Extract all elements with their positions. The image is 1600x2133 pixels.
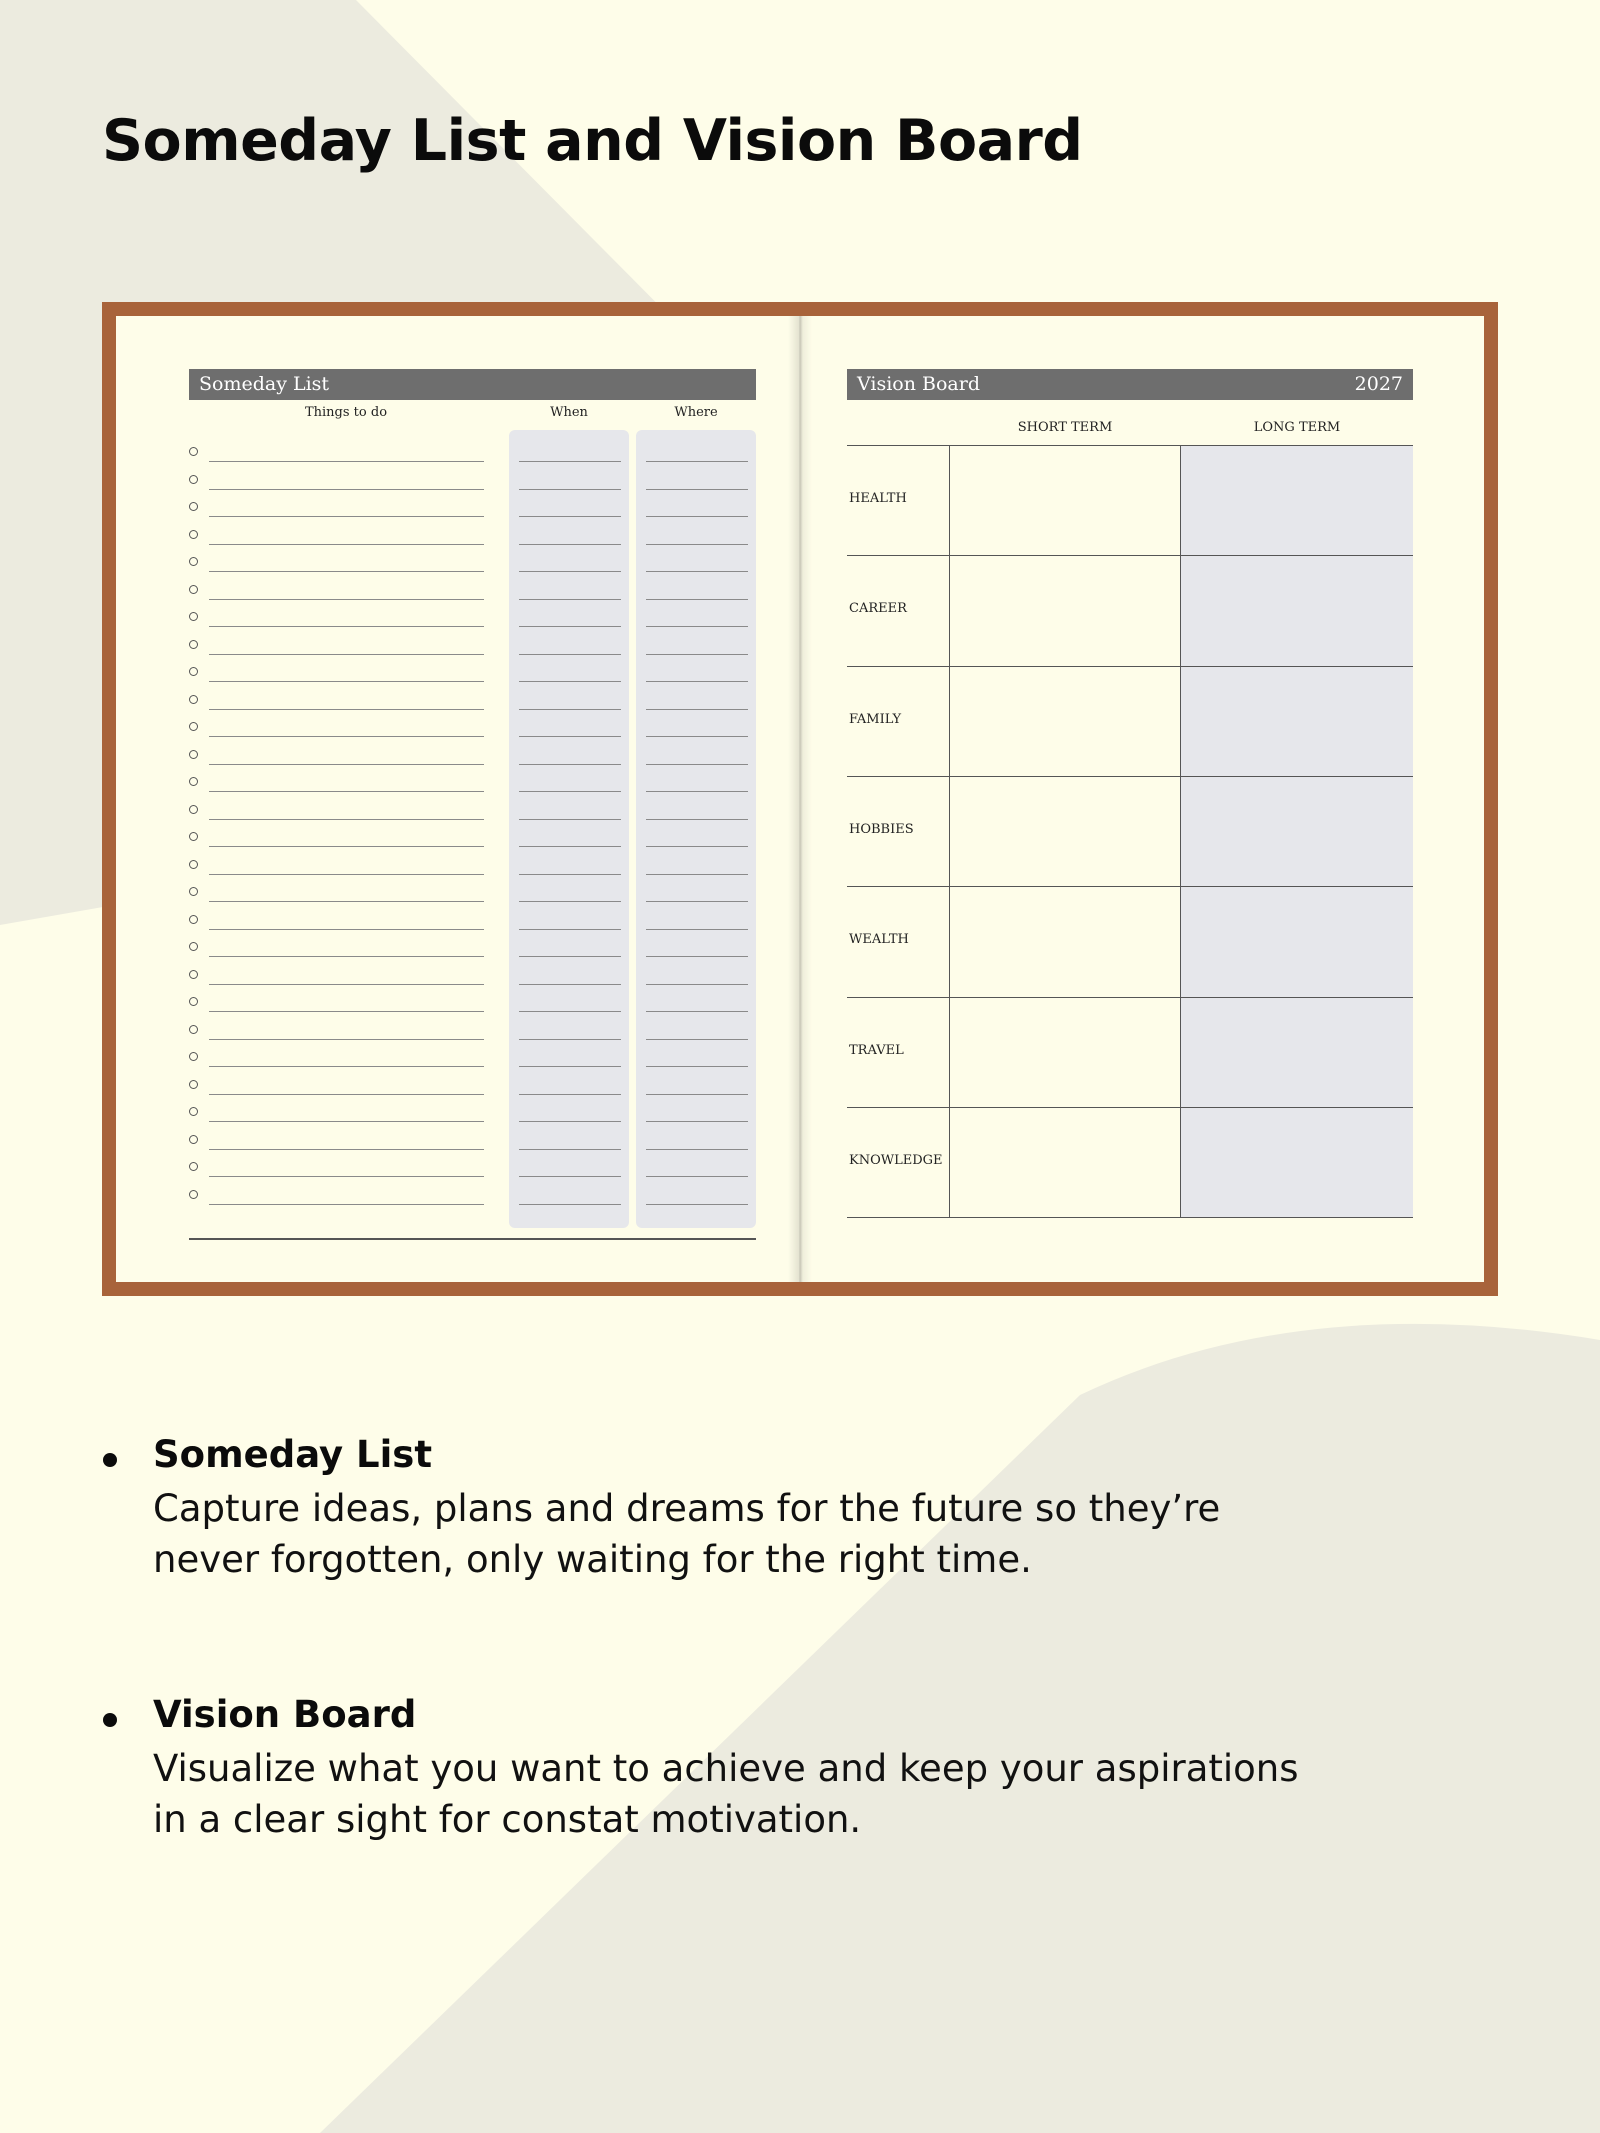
planner-spread xyxy=(116,316,1484,1282)
things-line[interactable] xyxy=(209,1094,484,1095)
list-item xyxy=(189,795,756,823)
when-line[interactable] xyxy=(519,901,621,902)
feature-description xyxy=(153,1743,1483,1845)
things-line[interactable] xyxy=(209,1176,484,1177)
where-line[interactable] xyxy=(646,599,748,600)
when-line[interactable] xyxy=(519,1149,621,1150)
where-line[interactable] xyxy=(646,874,748,875)
where-line[interactable] xyxy=(646,984,748,985)
grid-rule xyxy=(847,445,1413,446)
row-label-career: CAREER xyxy=(849,601,907,617)
list-item xyxy=(189,1097,756,1125)
things-line[interactable] xyxy=(209,461,484,462)
things-line[interactable] xyxy=(209,929,484,930)
checkbox-circle[interactable] xyxy=(189,832,198,841)
long-term-column xyxy=(1181,445,1413,1217)
column-header-long-term: LONG TERM xyxy=(1253,420,1341,435)
grid-rule xyxy=(847,555,1413,556)
list-item xyxy=(189,1070,756,1098)
where-line[interactable] xyxy=(646,956,748,957)
checkbox-circle[interactable] xyxy=(189,1107,198,1116)
when-line[interactable] xyxy=(519,736,621,737)
checkbox-circle[interactable] xyxy=(189,447,198,456)
list-item xyxy=(189,465,756,493)
when-line[interactable] xyxy=(519,846,621,847)
list-item xyxy=(189,932,756,960)
list-item xyxy=(189,1180,756,1208)
someday-list-rows xyxy=(189,437,756,1207)
things-line[interactable] xyxy=(209,626,484,627)
feature-description-line: Capture ideas, plans and dreams for the future so they’re xyxy=(153,1487,1221,1530)
where-line[interactable] xyxy=(646,544,748,545)
book-gutter xyxy=(788,316,812,1282)
list-item xyxy=(189,437,756,465)
checkbox-circle[interactable] xyxy=(189,695,198,704)
when-line[interactable] xyxy=(519,1176,621,1177)
checkbox-circle[interactable] xyxy=(189,667,198,676)
list-item xyxy=(189,987,756,1015)
when-line[interactable] xyxy=(519,461,621,462)
feature-description-line: Visualize what you want to achieve and keep your aspirations xyxy=(153,1747,1299,1790)
page-title: Someday List and Vision Board xyxy=(102,108,1083,174)
where-line[interactable] xyxy=(646,1039,748,1040)
when-line[interactable] xyxy=(519,599,621,600)
things-line[interactable] xyxy=(209,544,484,545)
row-label-health: HEALTH xyxy=(849,491,907,507)
where-line[interactable] xyxy=(646,1066,748,1067)
list-item xyxy=(189,575,756,603)
when-line[interactable] xyxy=(519,929,621,930)
where-line[interactable] xyxy=(646,1176,748,1177)
checkbox-circle[interactable] xyxy=(189,915,198,924)
list-item xyxy=(189,822,756,850)
list-item xyxy=(189,520,756,548)
things-line[interactable] xyxy=(209,791,484,792)
planner-cover xyxy=(102,302,1498,1296)
checkbox-circle[interactable] xyxy=(189,475,198,484)
vision-board-title: Vision Board xyxy=(857,373,980,395)
list-item xyxy=(189,1152,756,1180)
list-item xyxy=(189,1042,756,1070)
where-line[interactable] xyxy=(646,764,748,765)
things-line[interactable] xyxy=(209,901,484,902)
list-item xyxy=(189,1015,756,1043)
checkbox-circle[interactable] xyxy=(189,585,198,594)
checkbox-circle[interactable] xyxy=(189,887,198,896)
grid-rule xyxy=(847,776,1413,777)
list-item xyxy=(189,905,756,933)
checkbox-circle[interactable] xyxy=(189,1190,198,1199)
where-line[interactable] xyxy=(646,571,748,572)
row-label-family: FAMILY xyxy=(849,711,902,727)
things-line[interactable] xyxy=(209,489,484,490)
feature-description xyxy=(153,1483,1483,1585)
things-line[interactable] xyxy=(209,846,484,847)
feature-title: Vision Board xyxy=(153,1693,417,1736)
checkbox-circle[interactable] xyxy=(189,722,198,731)
when-line[interactable] xyxy=(519,764,621,765)
where-line[interactable] xyxy=(646,1011,748,1012)
when-line[interactable] xyxy=(519,626,621,627)
checkbox-circle[interactable] xyxy=(189,557,198,566)
where-line[interactable] xyxy=(646,901,748,902)
checkbox-circle[interactable] xyxy=(189,640,198,649)
when-line[interactable] xyxy=(519,791,621,792)
things-line[interactable] xyxy=(209,956,484,957)
grid-rule xyxy=(847,666,1413,667)
things-line[interactable] xyxy=(209,984,484,985)
someday-list-bottom-rule xyxy=(189,1238,756,1240)
checkbox-circle[interactable] xyxy=(189,530,198,539)
checkbox-circle[interactable] xyxy=(189,1135,198,1144)
when-line[interactable] xyxy=(519,516,621,517)
column-header-when: When xyxy=(550,405,588,420)
where-line[interactable] xyxy=(646,791,748,792)
things-line[interactable] xyxy=(209,764,484,765)
when-line[interactable] xyxy=(519,654,621,655)
someday-list-title: Someday List xyxy=(199,373,330,395)
when-line[interactable] xyxy=(519,819,621,820)
things-line[interactable] xyxy=(209,571,484,572)
column-header-things: Things to do xyxy=(304,405,388,420)
where-line[interactable] xyxy=(646,489,748,490)
when-line[interactable] xyxy=(519,1011,621,1012)
row-label-knowledge: KNOWLEDGE xyxy=(849,1152,943,1168)
checkbox-circle[interactable] xyxy=(189,942,198,951)
grid-rule xyxy=(847,1107,1413,1108)
list-item xyxy=(189,685,756,713)
things-line[interactable] xyxy=(209,599,484,600)
row-label-travel: TRAVEL xyxy=(849,1042,904,1058)
column-header-where: Where xyxy=(674,405,718,420)
things-line[interactable] xyxy=(209,1121,484,1122)
grid-divider xyxy=(1180,445,1181,1217)
things-line[interactable] xyxy=(209,1204,484,1205)
when-line[interactable] xyxy=(519,1094,621,1095)
where-line[interactable] xyxy=(646,654,748,655)
vision-board-header xyxy=(847,369,1413,400)
list-item xyxy=(189,850,756,878)
list-item xyxy=(189,547,756,575)
when-line[interactable] xyxy=(519,571,621,572)
things-line[interactable] xyxy=(209,1011,484,1012)
grid-rule xyxy=(847,997,1413,998)
checkbox-circle[interactable] xyxy=(189,502,198,511)
checkbox-circle[interactable] xyxy=(189,1080,198,1089)
when-line[interactable] xyxy=(519,984,621,985)
checkbox-circle[interactable] xyxy=(189,997,198,1006)
list-item xyxy=(189,877,756,905)
list-item xyxy=(189,960,756,988)
things-line[interactable] xyxy=(209,1149,484,1150)
checkbox-circle[interactable] xyxy=(189,1025,198,1034)
list-item xyxy=(189,712,756,740)
bullet xyxy=(103,1453,117,1467)
someday-list-header xyxy=(189,369,756,400)
when-line[interactable] xyxy=(519,956,621,957)
feature-description-line: never forgotten, only waiting for the right time. xyxy=(153,1538,1032,1581)
list-item xyxy=(189,657,756,685)
where-line[interactable] xyxy=(646,1121,748,1122)
things-line[interactable] xyxy=(209,874,484,875)
list-item xyxy=(189,740,756,768)
when-line[interactable] xyxy=(519,489,621,490)
when-line[interactable] xyxy=(519,709,621,710)
feature-title: Someday List xyxy=(153,1433,432,1476)
when-line[interactable] xyxy=(519,1066,621,1067)
feature-description-line: in a clear sight for constat motivation. xyxy=(153,1798,862,1841)
when-line[interactable] xyxy=(519,544,621,545)
when-line[interactable] xyxy=(519,681,621,682)
where-line[interactable] xyxy=(646,929,748,930)
where-line[interactable] xyxy=(646,1149,748,1150)
list-item xyxy=(189,767,756,795)
things-line[interactable] xyxy=(209,1066,484,1067)
where-line[interactable] xyxy=(646,1204,748,1205)
where-line[interactable] xyxy=(646,846,748,847)
row-label-wealth: WEALTH xyxy=(849,932,909,948)
where-line[interactable] xyxy=(646,736,748,737)
checkbox-circle[interactable] xyxy=(189,750,198,759)
things-line[interactable] xyxy=(209,1039,484,1040)
grid-rule xyxy=(847,886,1413,887)
when-line[interactable] xyxy=(519,874,621,875)
where-line[interactable] xyxy=(646,626,748,627)
row-label-hobbies: HOBBIES xyxy=(849,822,914,838)
things-line[interactable] xyxy=(209,681,484,682)
where-line[interactable] xyxy=(646,516,748,517)
when-line[interactable] xyxy=(519,1204,621,1205)
list-item xyxy=(189,630,756,658)
grid-divider xyxy=(949,445,950,1217)
things-line[interactable] xyxy=(209,736,484,737)
where-line[interactable] xyxy=(646,461,748,462)
checkbox-circle[interactable] xyxy=(189,860,198,869)
checkbox-circle[interactable] xyxy=(189,970,198,979)
checkbox-circle[interactable] xyxy=(189,612,198,621)
list-item xyxy=(189,602,756,630)
checkbox-circle[interactable] xyxy=(189,777,198,786)
bullet xyxy=(103,1713,117,1727)
list-item xyxy=(189,1125,756,1153)
things-line[interactable] xyxy=(209,819,484,820)
where-line[interactable] xyxy=(646,819,748,820)
where-line[interactable] xyxy=(646,681,748,682)
things-line[interactable] xyxy=(209,654,484,655)
vision-board-year: 2027 xyxy=(1354,373,1403,395)
when-line[interactable] xyxy=(519,1121,621,1122)
things-line[interactable] xyxy=(209,709,484,710)
list-item xyxy=(189,492,756,520)
column-header-short-term: SHORT TERM xyxy=(1017,420,1113,435)
where-line[interactable] xyxy=(646,1094,748,1095)
things-line[interactable] xyxy=(209,516,484,517)
checkbox-circle[interactable] xyxy=(189,1162,198,1171)
when-line[interactable] xyxy=(519,1039,621,1040)
checkbox-circle[interactable] xyxy=(189,805,198,814)
grid-rule xyxy=(847,1217,1413,1218)
checkbox-circle[interactable] xyxy=(189,1052,198,1061)
where-line[interactable] xyxy=(646,709,748,710)
